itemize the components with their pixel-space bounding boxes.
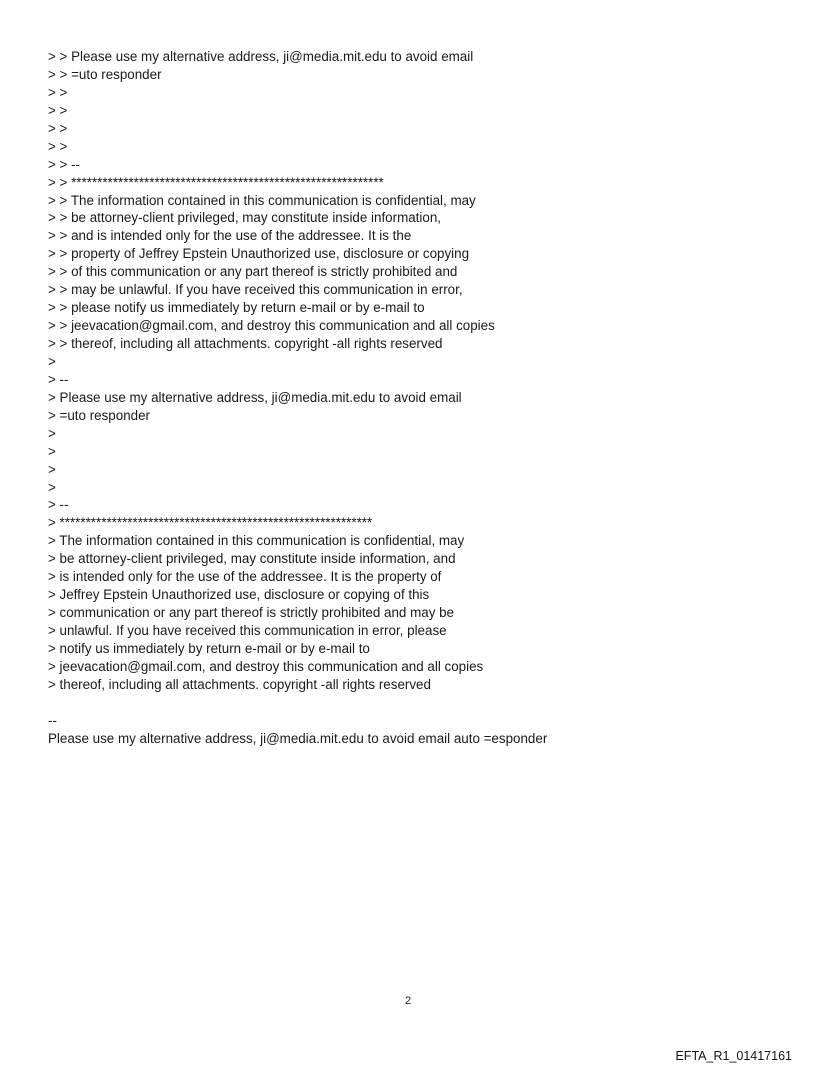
email-line: > > property of Jeffrey Epstein Unauthorized use, disclosure or copying [48,246,470,262]
email-line: > thereof, including all attachments. copyright -all rights reserved [48,676,431,692]
email-line: > > [48,102,68,118]
email-line: > > -- [48,156,80,172]
email-line: > > and is intended only for the use of the addressee. It is the [48,228,412,244]
email-line: > [48,353,56,369]
email-line: > > [48,138,68,154]
email-line: > > The information contained in this communication is confidential, may [48,192,476,208]
email-line: > [48,479,56,495]
email-line: > > [48,120,68,136]
email-line: > > jeevacation@gmail.com, and destroy this communication and all copies [48,318,495,334]
email-line: > communication or any part thereof is strictly prohibited and may be [48,605,455,621]
email-line: > > ************************************************************ [48,174,384,190]
email-line: > > thereof, including all attachments. copyright -all rights reserved [48,336,443,351]
email-line [48,694,778,712]
email-line: > ************************************************************ [48,515,373,531]
email-line: > > [48,84,68,100]
email-line: -- [48,712,57,728]
email-line: > [48,443,56,459]
email-line: > > Please use my alternative address, ji@media.mit.edu to avoid email [48,49,474,64]
email-line: > -- [48,497,69,513]
email-line: Please use my alternative address, ji@media.mit.edu to avoid email auto =esponder [48,730,548,746]
email-line: > notify us immediately by return e-mail or by e-mail to [48,640,370,656]
email-line: > =uto responder [48,407,150,423]
bates-id: EFTA_R1_01417161 [675,1049,792,1063]
email-line: > -- [48,371,69,387]
email-body [48,48,778,748]
email-line: > > be attorney-client privileged, may constitute inside information, [48,210,441,226]
email-line: > [48,461,56,477]
email-line: > be attorney-client privileged, may constitute inside information, and [48,551,456,567]
email-line: > > of this communication or any part thereof is strictly prohibited and [48,264,458,280]
email-line: > Jeffrey Epstein Unauthorized use, disclosure or copying of this [48,587,430,603]
email-line: > [48,425,56,441]
email-line: > > please notify us immediately by return e-mail or by e-mail to [48,300,425,316]
email-line: > The information contained in this communication is confidential, may [48,533,465,549]
page-number: 2 [404,995,412,1007]
email-line: > unlawful. If you have received this communication in error, please [48,623,447,638]
email-line: > > =uto responder [48,66,162,82]
email-line: > > may be unlawful. If you have received this communication in error, [48,282,463,298]
email-line: > Please use my alternative address, ji@media.mit.edu to avoid email [48,389,462,405]
email-line: > is intended only for the use of the addressee. It is the property of [48,569,442,585]
email-line: > jeevacation@gmail.com, and destroy this communication and all copies [48,658,484,674]
